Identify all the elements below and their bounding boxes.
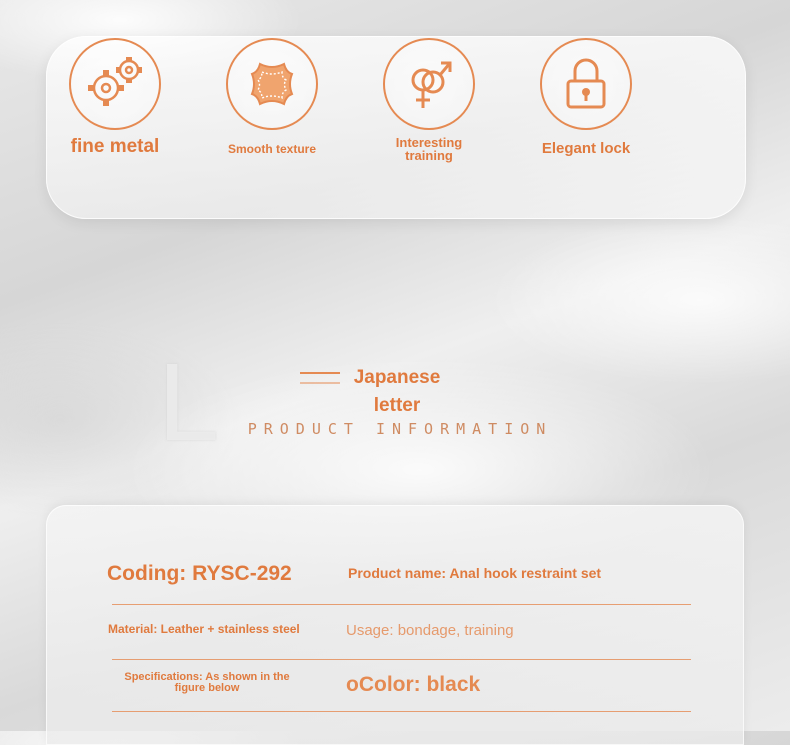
watermark-letter: L [158,341,220,464]
gender-symbols-icon [383,38,475,130]
color-text: oColor: black [346,673,481,696]
feature-label: fine metal [70,136,160,157]
feature-smooth-texture [212,38,332,156]
feature-elegant-lock [526,38,646,157]
feature-fine-metal [55,38,175,158]
feature-label: Elegant lock [541,140,631,157]
section-subtitle: PRODUCT INFORMATION [247,420,553,438]
divider [112,604,691,605]
decorative-line [300,372,340,384]
gears-icon [69,38,161,130]
material-text: Material: Leather + stainless steel [108,622,300,636]
feature-label: Interesting training [395,135,463,163]
specifications-text: Specifications: As shown in the figure below [124,671,290,694]
feature-label: Smooth texture [227,142,316,156]
divider [112,711,691,712]
divider [112,659,691,660]
section-title: Japanese letter [353,367,441,416]
coding-text: Coding: RYSC-292 [107,562,292,585]
padlock-icon [540,38,632,130]
usage-text: Usage: bondage, training [346,622,514,639]
leather-hide-icon [226,38,318,130]
feature-interesting-training [369,38,489,162]
product-name-text: Product name: Anal hook restraint set [348,565,602,581]
